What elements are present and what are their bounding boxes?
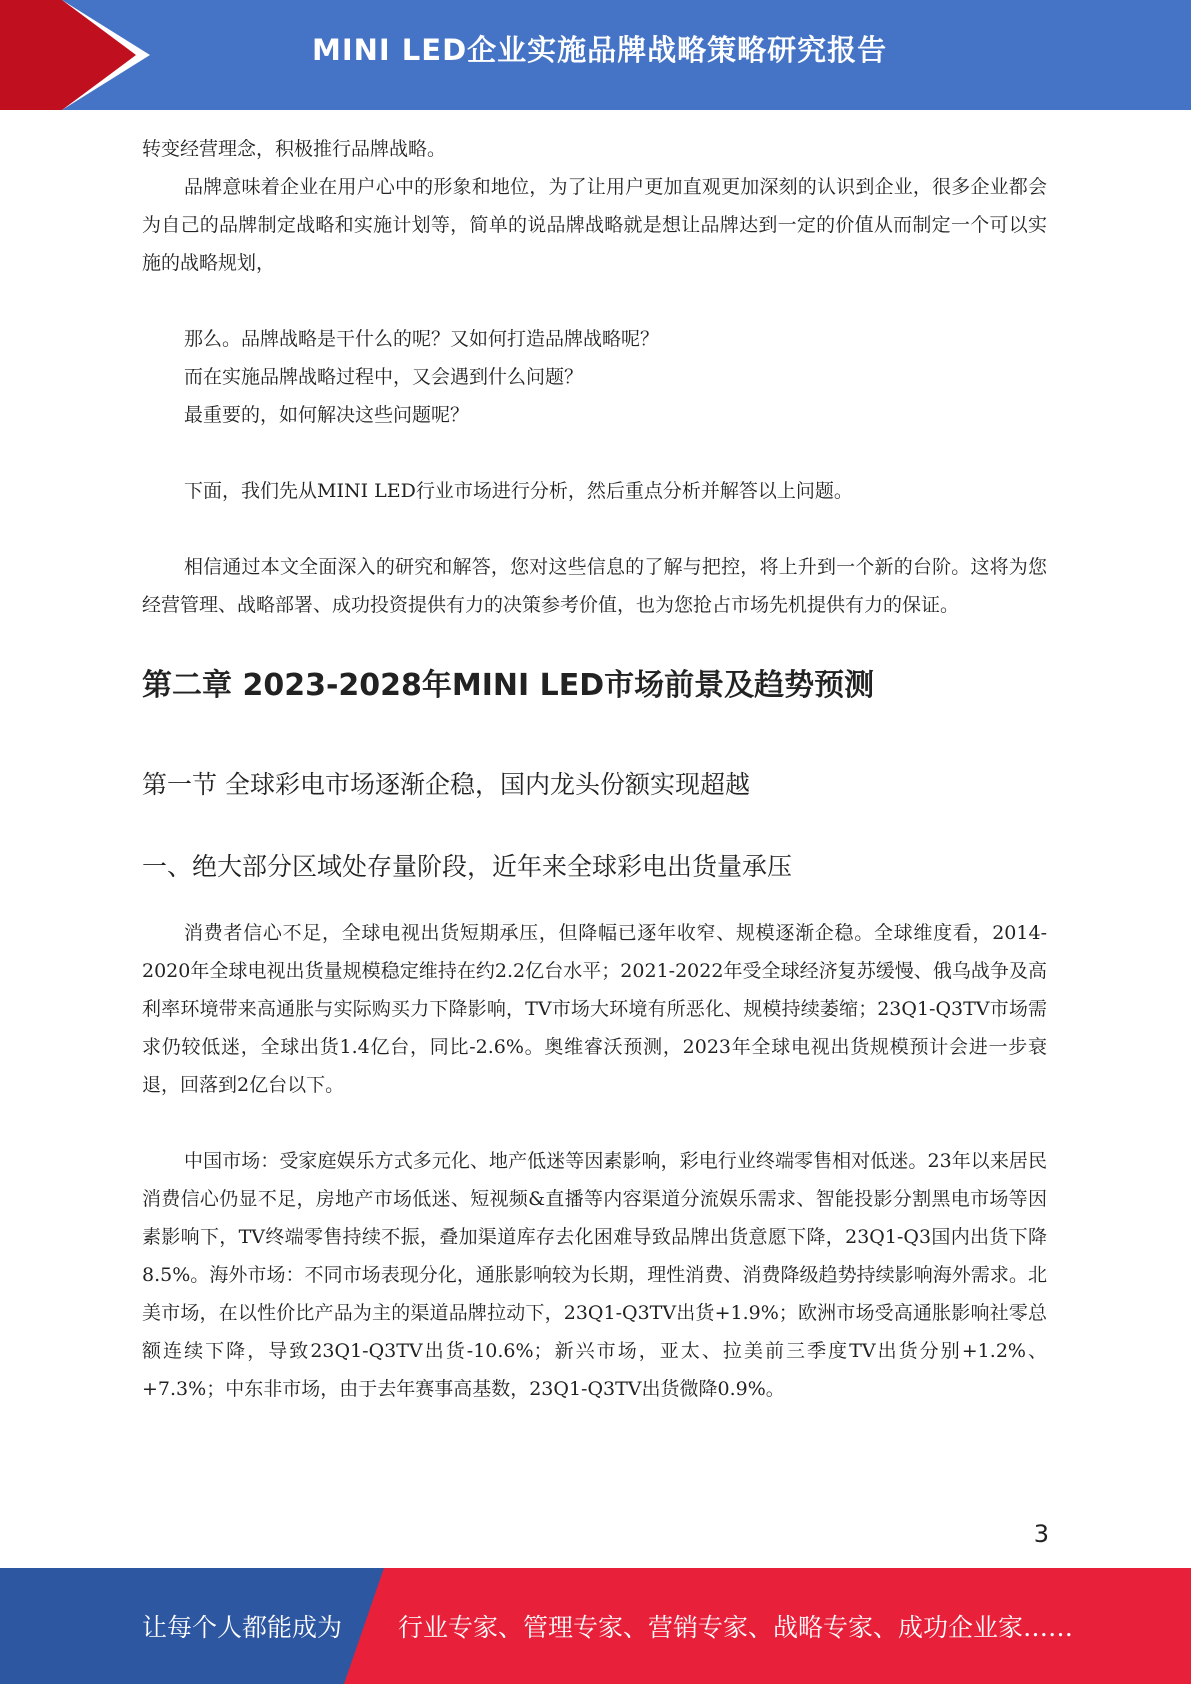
intro-question-1: 那么。品牌战略是干什么的呢？又如何打造品牌战略呢？	[184, 328, 660, 350]
header-title: MINI LED企业实施品牌战略策略研究报告	[312, 33, 888, 67]
footer-slogan-left: 让每个人都能成为	[142, 1613, 343, 1642]
section-title: 第一节 全球彩电市场逐渐企稳，国内龙头份额实现超越	[142, 770, 750, 799]
header-arrow-decoration	[0, 0, 160, 110]
intro-question-3: 最重要的，如何解决这些问题呢？	[184, 404, 470, 426]
intro-paragraph-3: 下面，我们先从MINI LED行业市场进行分析，然后重点分析并解答以上问题。	[184, 480, 853, 502]
subsection-title: 一、绝大部分区域处存量阶段，近年来全球彩电出货量承压	[142, 852, 793, 881]
page-header	[0, 0, 1191, 110]
document-body	[142, 130, 1047, 1408]
page-footer	[0, 1568, 1191, 1684]
page-number: 3	[1033, 1520, 1049, 1548]
body-paragraph-1: 消费者信心不足，全球电视出货短期承压，但降幅已逐年收窄、规模逐渐企稳。全球维度看，2014-2020年全球电视出货量规模稳定维持在约2.2亿台水平；2021-2022年受全球经济复苏缓慢、俄乌战争及高利率环境带来高通胀与实际购买力下降影响，TV市场大环境有所恶化、规模持续萎缩；23Q1-Q3TV市场需求仍较低迷，全球出货1.4亿台，同比-2.6%。奥维睿沃预测，2023年全球电视出货规模预计会进一步衰退，回落到2亿台以下。	[142, 922, 1047, 1096]
intro-question-2: 而在实施品牌战略过程中，又会遇到什么问题？	[184, 366, 584, 388]
intro-paragraph-1: 转变经营理念，积极推行品牌战略。	[142, 138, 447, 160]
intro-paragraph-2: 品牌意味着企业在用户心中的形象和地位，为了让用户更加直观更加深刻的认识到企业，很多企业都会为自己的品牌制定战略和实施计划等，简单的说品牌战略就是想让品牌达到一定的价值从而制定一个可以实施的战略规划，	[142, 176, 1047, 274]
intro-paragraph-4: 相信通过本文全面深入的研究和解答，您对这些信息的了解与把控，将上升到一个新的台阶。这将为您经营管理、战略部署、成功投资提供有力的决策参考价值，也为您抢占市场先机提供有力的保证。	[142, 556, 1047, 616]
body-paragraph-2: 中国市场：受家庭娱乐方式多元化、地产低迷等因素影响，彩电行业终端零售相对低迷。23年以来居民消费信心仍显不足，房地产市场低迷、短视频&直播等内容渠道分流娱乐需求、智能投影分割黑电市场等因素影响下，TV终端零售持续不振，叠加渠道库存去化困难导致品牌出货意愿下降，23Q1-Q3国内出货下降8.5%。海外市场：不同市场表现分化，通胀影响较为长期，理性消费、消费降级趋势持续影响海外需求。北美市场，在以性价比产品为主的渠道品牌拉动下，23Q1-Q3TV出货+1.9%；欧洲市场受高通胀影响社零总额连续下降，导致23Q1-Q3TV出货-10.6%；新兴市场，亚太、拉美前三季度TV出货分别+1.2%、+7.3%；中东非市场，由于去年赛事高基数，23Q1-Q3TV出货微降0.9%。	[142, 1150, 1047, 1400]
footer-slogan-right: 行业专家、管理专家、营销专家、战略专家、成功企业家……	[398, 1613, 1074, 1642]
chapter-title: 第二章 2023-2028年MINI LED市场前景及趋势预测	[142, 668, 875, 703]
